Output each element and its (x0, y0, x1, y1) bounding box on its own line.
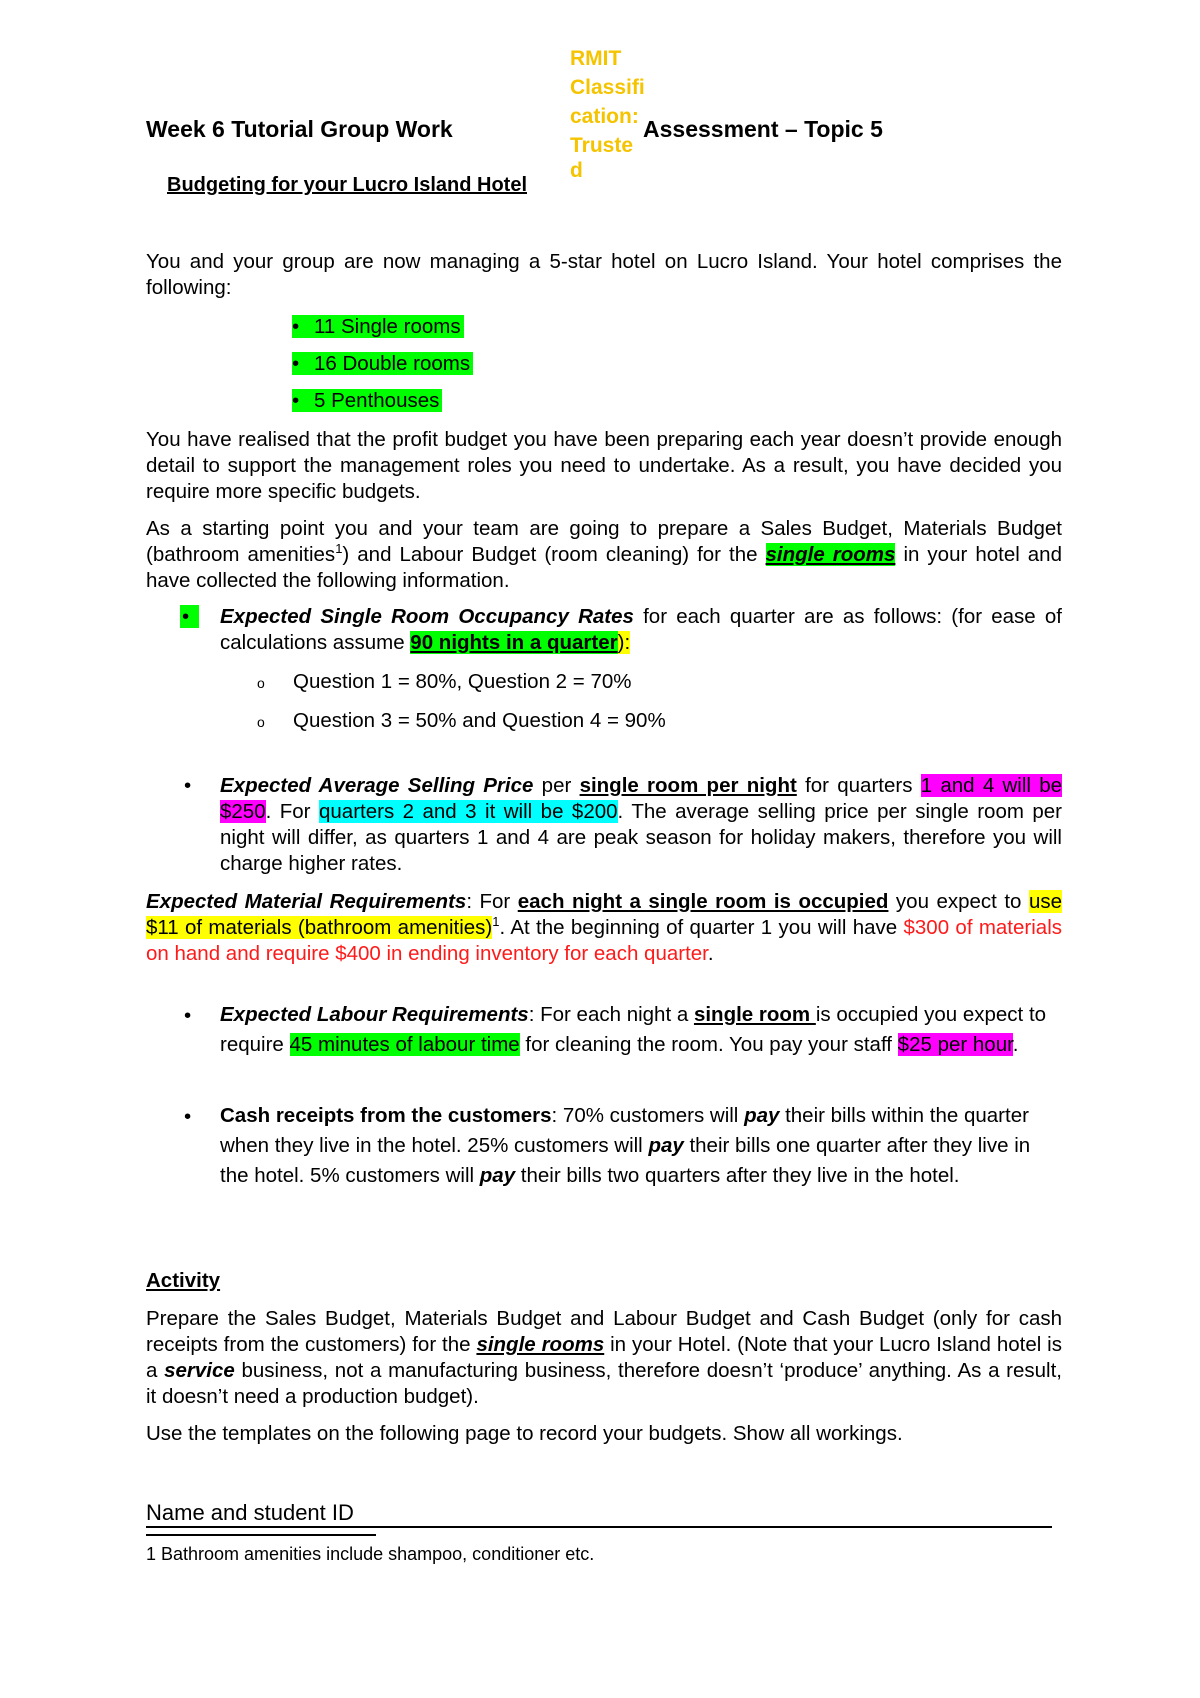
list-item: • 5 Penthouses (292, 388, 473, 425)
list-item: • 11 Single rooms (292, 314, 473, 351)
list-item: o Question 3 = 50% and Question 4 = 90% (257, 709, 666, 732)
selling-price: Expected Average Selling Price per single room per night for quarters 1 and 4 will be $250. For quarters 2 and 3 it will be $200. The average selling price per single room per night will differ, as quarters 1 and 4 are peak season for holiday makers, therefore you will charge higher rates. (220, 774, 1063, 875)
templates-instruction: Use the templates on the following page to record your budgets. Show all workings. (146, 1422, 903, 1445)
name-student-id-label: Name and student ID (146, 1500, 354, 1525)
subtitle: Budgeting for your Lucro Island Hotel (167, 174, 527, 196)
list-item: • 16 Double rooms (292, 351, 473, 388)
labour-requirements: Expected Labour Requirements: For each night a single room is occupied you expect to require 45 minutes of labour time for cleaning the room. You pay your staff $25 per hour. (220, 1003, 1047, 1056)
intro-paragraph: You and your group are now managing a 5-star hotel on Lucro Island. Your hotel comprises the following: (146, 250, 1062, 299)
list-item: o Question 1 = 80%, Question 2 = 70% (257, 670, 632, 693)
week-title: Week 6 Tutorial Group Work (146, 116, 453, 142)
classification-label: RMIT Classifi cation: Truste d (570, 47, 645, 182)
activity-heading: Activity (146, 1269, 221, 1292)
occupancy-sublist (257, 669, 666, 747)
assessment-title: Assessment – Topic 5 (643, 116, 883, 142)
cash-bullet-icon: • (184, 1105, 192, 1128)
selling-bullet-icon: • (184, 774, 192, 797)
activity-paragraph: Prepare the Sales Budget, Materials Budget and Labour Budget and Cash Budget (only for cash receipts from the customers) for the single rooms in your Hotel. (Note that your Lucro Island hotel is a service business, not a manufacturing business, therefore doesn’t ‘produce’ anything. As a result, it doesn’t need a production budget). (146, 1307, 1062, 1408)
cash-receipts: Cash receipts from the customers: 70% customers will pay their bills within the quarter when they live in the hotel. 25% customers will pay their bills one quarter after they live in the hotel. 5% customers will pay their bills two quarters after they live in the hotel. (220, 1104, 1031, 1187)
answer-line (146, 1526, 1052, 1528)
starting-point-paragraph: As a starting point you and your team are going to prepare a Sales Budget, Materials Budget (bathroom amenities$^1$) and Labour Budget (room cleaning) for the single rooms in your hotel and have collected the following information. (146, 517, 1062, 592)
room-list (292, 314, 473, 425)
material-requirements: Expected Material Requirements: For each night a single room is occupied you expect to use $11 of materials (bathroom amenities)$^1$. At the beginning of quarter 1 you will have $300 of materials on hand and require $400 in ending inventory for each quarter. (146, 890, 1062, 965)
footnote-separator (146, 1534, 376, 1536)
occupancy-bullet-icon: • (180, 604, 199, 630)
footnote: 1 Bathroom amenities include shampoo, conditioner etc. (146, 1544, 595, 1564)
budget-detail-paragraph: You have realised that the profit budget you have been preparing each year doesn’t provide enough detail to support the management roles you need to undertake. As a result, you have decided you require more specific budgets. (146, 428, 1062, 503)
labour-bullet-icon: • (184, 1004, 192, 1027)
occupancy-rates: Expected Single Room Occupancy Rates for each quarter are as follows: (for ease of calculations assume 90 nights in a quarter): (220, 605, 1062, 654)
